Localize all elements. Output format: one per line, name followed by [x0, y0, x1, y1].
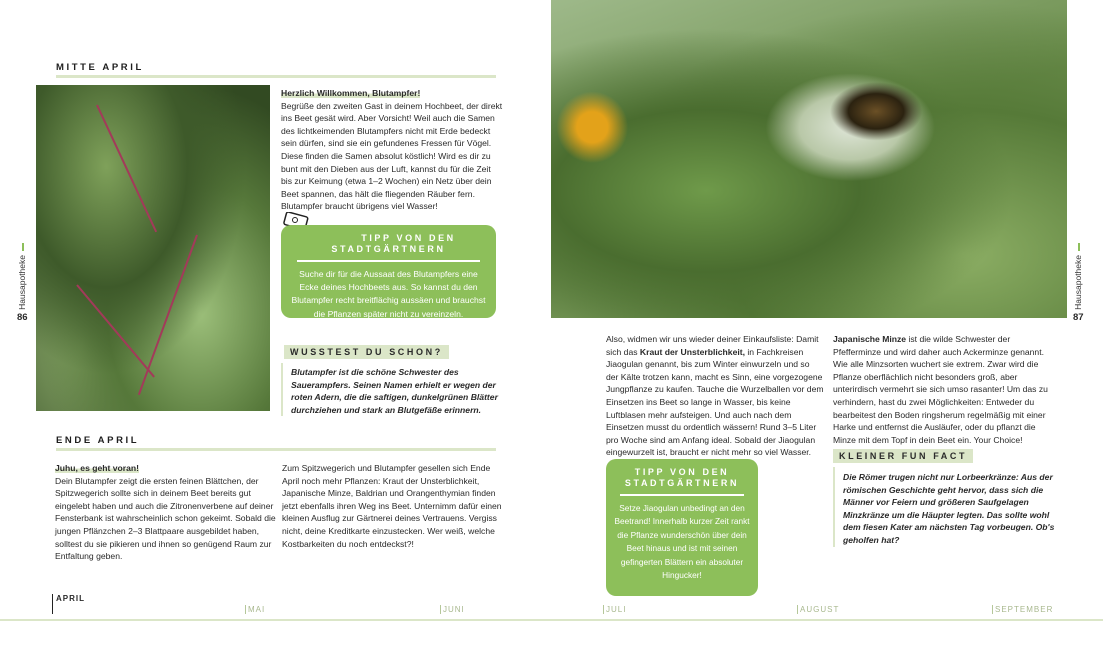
- bee-on-mint-photo: [551, 0, 1067, 318]
- col2-text: ist die wilde Schwester der Pfefferminze und wird daher auch Ackerminze genannt. Wie alle Minzsorten wuchert sie extrem. Zwar wird die Pflanze oberflächlich nicht besonders groß, aber unterirdisch vermehrt sie sich umso rasanter! Um das zu verhindern, hast du zwei Möglichkeiten: Entweder du bearbeitest den Boden ringsherum regelmäßig mit einer Harke und entfernst die Ausläufer, oder du pflanzt die Minze mit dem Topf in dein Beet ein. Your Choice!: [833, 334, 1048, 445]
- einkaufsliste-text: [606, 333, 824, 459]
- col1-text-b: in Fachkreisen Jiaogulan genannt, bis zum Winter einwurzeln und so der Kälte trotzen kann, macht es Sinn, eine vorgezogene Jungpflanze zu kaufen. Tauche die Wurzelballen vor dem Einsetzen ins Beet so lange in Wasser, bis keine Luftblasen mehr aufsteigen. Und auch nach dem Einsetzen musst du ordentlich wässern! Rund 3–5 Liter pro Woche sind am Anfang ideal. Sobald der Jiaogulan eingewurzelt ist, braucht er nicht mehr so viel Wasser.: [606, 346, 824, 458]
- japanische-minze-text: [833, 333, 1055, 446]
- blutampfer-photo: [36, 85, 270, 411]
- ende-april-text-1: Dein Blutampfer zeigt die ersten feinen Blättchen, der Spitzwegerich sollte sich in deinem Beet bereits gut eingelebt haben und auch die Zitronenverbene auf deiner Fensterbank ist wahrscheinlich schon gekeimt. Sobald die jungen Pflänzchen 2–3 Blattpaare ausgebildet haben, solltest du sie pikieren und ihnen so genügend Raum zur Entfaltung geben.: [55, 475, 276, 562]
- fun-fact-text: Die Römer trugen nicht nur Lorbeerkränze: Aus der römischen Geschichte geht hervor, dass sich die Männer vor Feiern und größeren Saufgelagen Minzkränze um die Häupter legten. Das sollte wohl dem fiesen Kater am nächsten Tag vorbeugen. Ob's geholfen hat?: [833, 467, 1055, 547]
- tip-box: [281, 225, 496, 318]
- ende-april-heading: Juhu, es geht voran!: [55, 463, 140, 473]
- side-label-right: Hausapotheke: [1073, 255, 1083, 310]
- tip-title-2: STADTGÄRTNERN: [624, 478, 740, 488]
- tip-title-1: TIPP VON DEN: [361, 233, 456, 243]
- section-title-ende-april: ENDE APRIL: [56, 435, 140, 446]
- col2-bold: Japanische Minze: [833, 334, 907, 344]
- intro-block: [281, 87, 503, 213]
- timeline-month-september: SEPTEMBER: [992, 605, 1053, 614]
- timeline-current-month: APRIL: [52, 594, 85, 614]
- col1-text-a: Also, widmen wir uns wieder deiner Einkaufsliste: Damit sich das: [606, 334, 819, 357]
- section-underline: [56, 448, 496, 451]
- intro-text: Begrüße den zweiten Gast in deinem Hochbeet, der direkt ins Beet gesät wird. Aber Vorsicht! Weil auch die Samen des lichtkeimenden Blutampfers nicht mit Erde bedeckt sein dürfen, sind sie ein gefundenes Fressen für Vögel. Diese finden die Samen absolut köstlich! Wird es dir zu bunt mit den Dieben aus der Luft, kannst du für die Zeit bis zur Keimung (etwa 1–2 Wochen) ein Netz über dein Beet spannen, das hält die fliegenden Räuber fern. Blutampfer braucht übrigens viel Wasser!: [281, 100, 503, 212]
- tip-box-right: [606, 459, 758, 596]
- ende-april-col2: Zum Spitzwegerich und Blutampfer gesellen sich Ende April noch mehr Pflanzen: Kraut der Unsterblichkeit, Japanische Minze, Baldrian und Orangenthymian finden jetzt ebenfalls ihren Weg ins Beet. Unternimm dafür einen kleinen Ausflug zur Gärtnerei deines Vertrauens. Vergiss nicht, deine Kreditkarte einzustecken. Wer weiß, welche Kostbarkeiten du noch entdeckst?!: [282, 463, 502, 549]
- timeline-month-juni: JUNI: [440, 605, 465, 614]
- page-number-right: 87: [1073, 312, 1084, 323]
- tip-divider: [297, 260, 480, 262]
- intro-heading: Herzlich Willkommen, Blutampfer!: [281, 88, 421, 98]
- tip-title-1: TIPP VON DEN: [634, 467, 730, 477]
- side-marker: [1078, 243, 1080, 251]
- side-label-left: Hausapotheke: [17, 255, 27, 310]
- side-marker: [22, 243, 24, 251]
- fact-text: Blutampfer ist die schöne Schwester des Sauerampfers. Seinen Namen erhielt er wegen der roten Adern, die die saftigen, dunkelgrünen Blätter durchziehen und stark an Blutgefäße erinnern.: [281, 363, 499, 416]
- tip-text: Setze Jiaogulan unbedingt an den Beetrand! Innerhalb kurzer Zeit rankt die Pflanze wunderschön über dein Beet hinaus und ist mit seinen gefingerten Blättern ein absoluter Hingucker!: [614, 503, 750, 581]
- col1-bold: Kraut der Unsterblichkeit,: [639, 346, 745, 357]
- tip-divider: [620, 494, 744, 496]
- section-title-mitte-april: MITTE APRIL: [56, 62, 144, 73]
- timeline-month-juli: JULI: [603, 605, 626, 614]
- timeline-month-august: AUGUST: [797, 605, 839, 614]
- timeline-line: [0, 619, 1103, 621]
- tip-text: Suche dir für die Aussaat des Blutampfers eine Ecke deines Hochbeets aus. So kannst du den Blutampfer recht breitflächig aussäen und brauchst die Pflanzen später nicht zu vereinzeln.: [291, 269, 486, 319]
- fun-fact-label: KLEINER FUN FACT: [833, 449, 973, 463]
- timeline-month-mai: MAI: [245, 605, 265, 614]
- section-underline: [56, 75, 496, 78]
- ende-april-col1: [55, 462, 277, 563]
- fact-label: WUSSTEST DU SCHON?: [284, 345, 449, 359]
- tip-title-2: STADTGÄRTNERN: [331, 244, 446, 254]
- page-number-left: 86: [17, 312, 28, 323]
